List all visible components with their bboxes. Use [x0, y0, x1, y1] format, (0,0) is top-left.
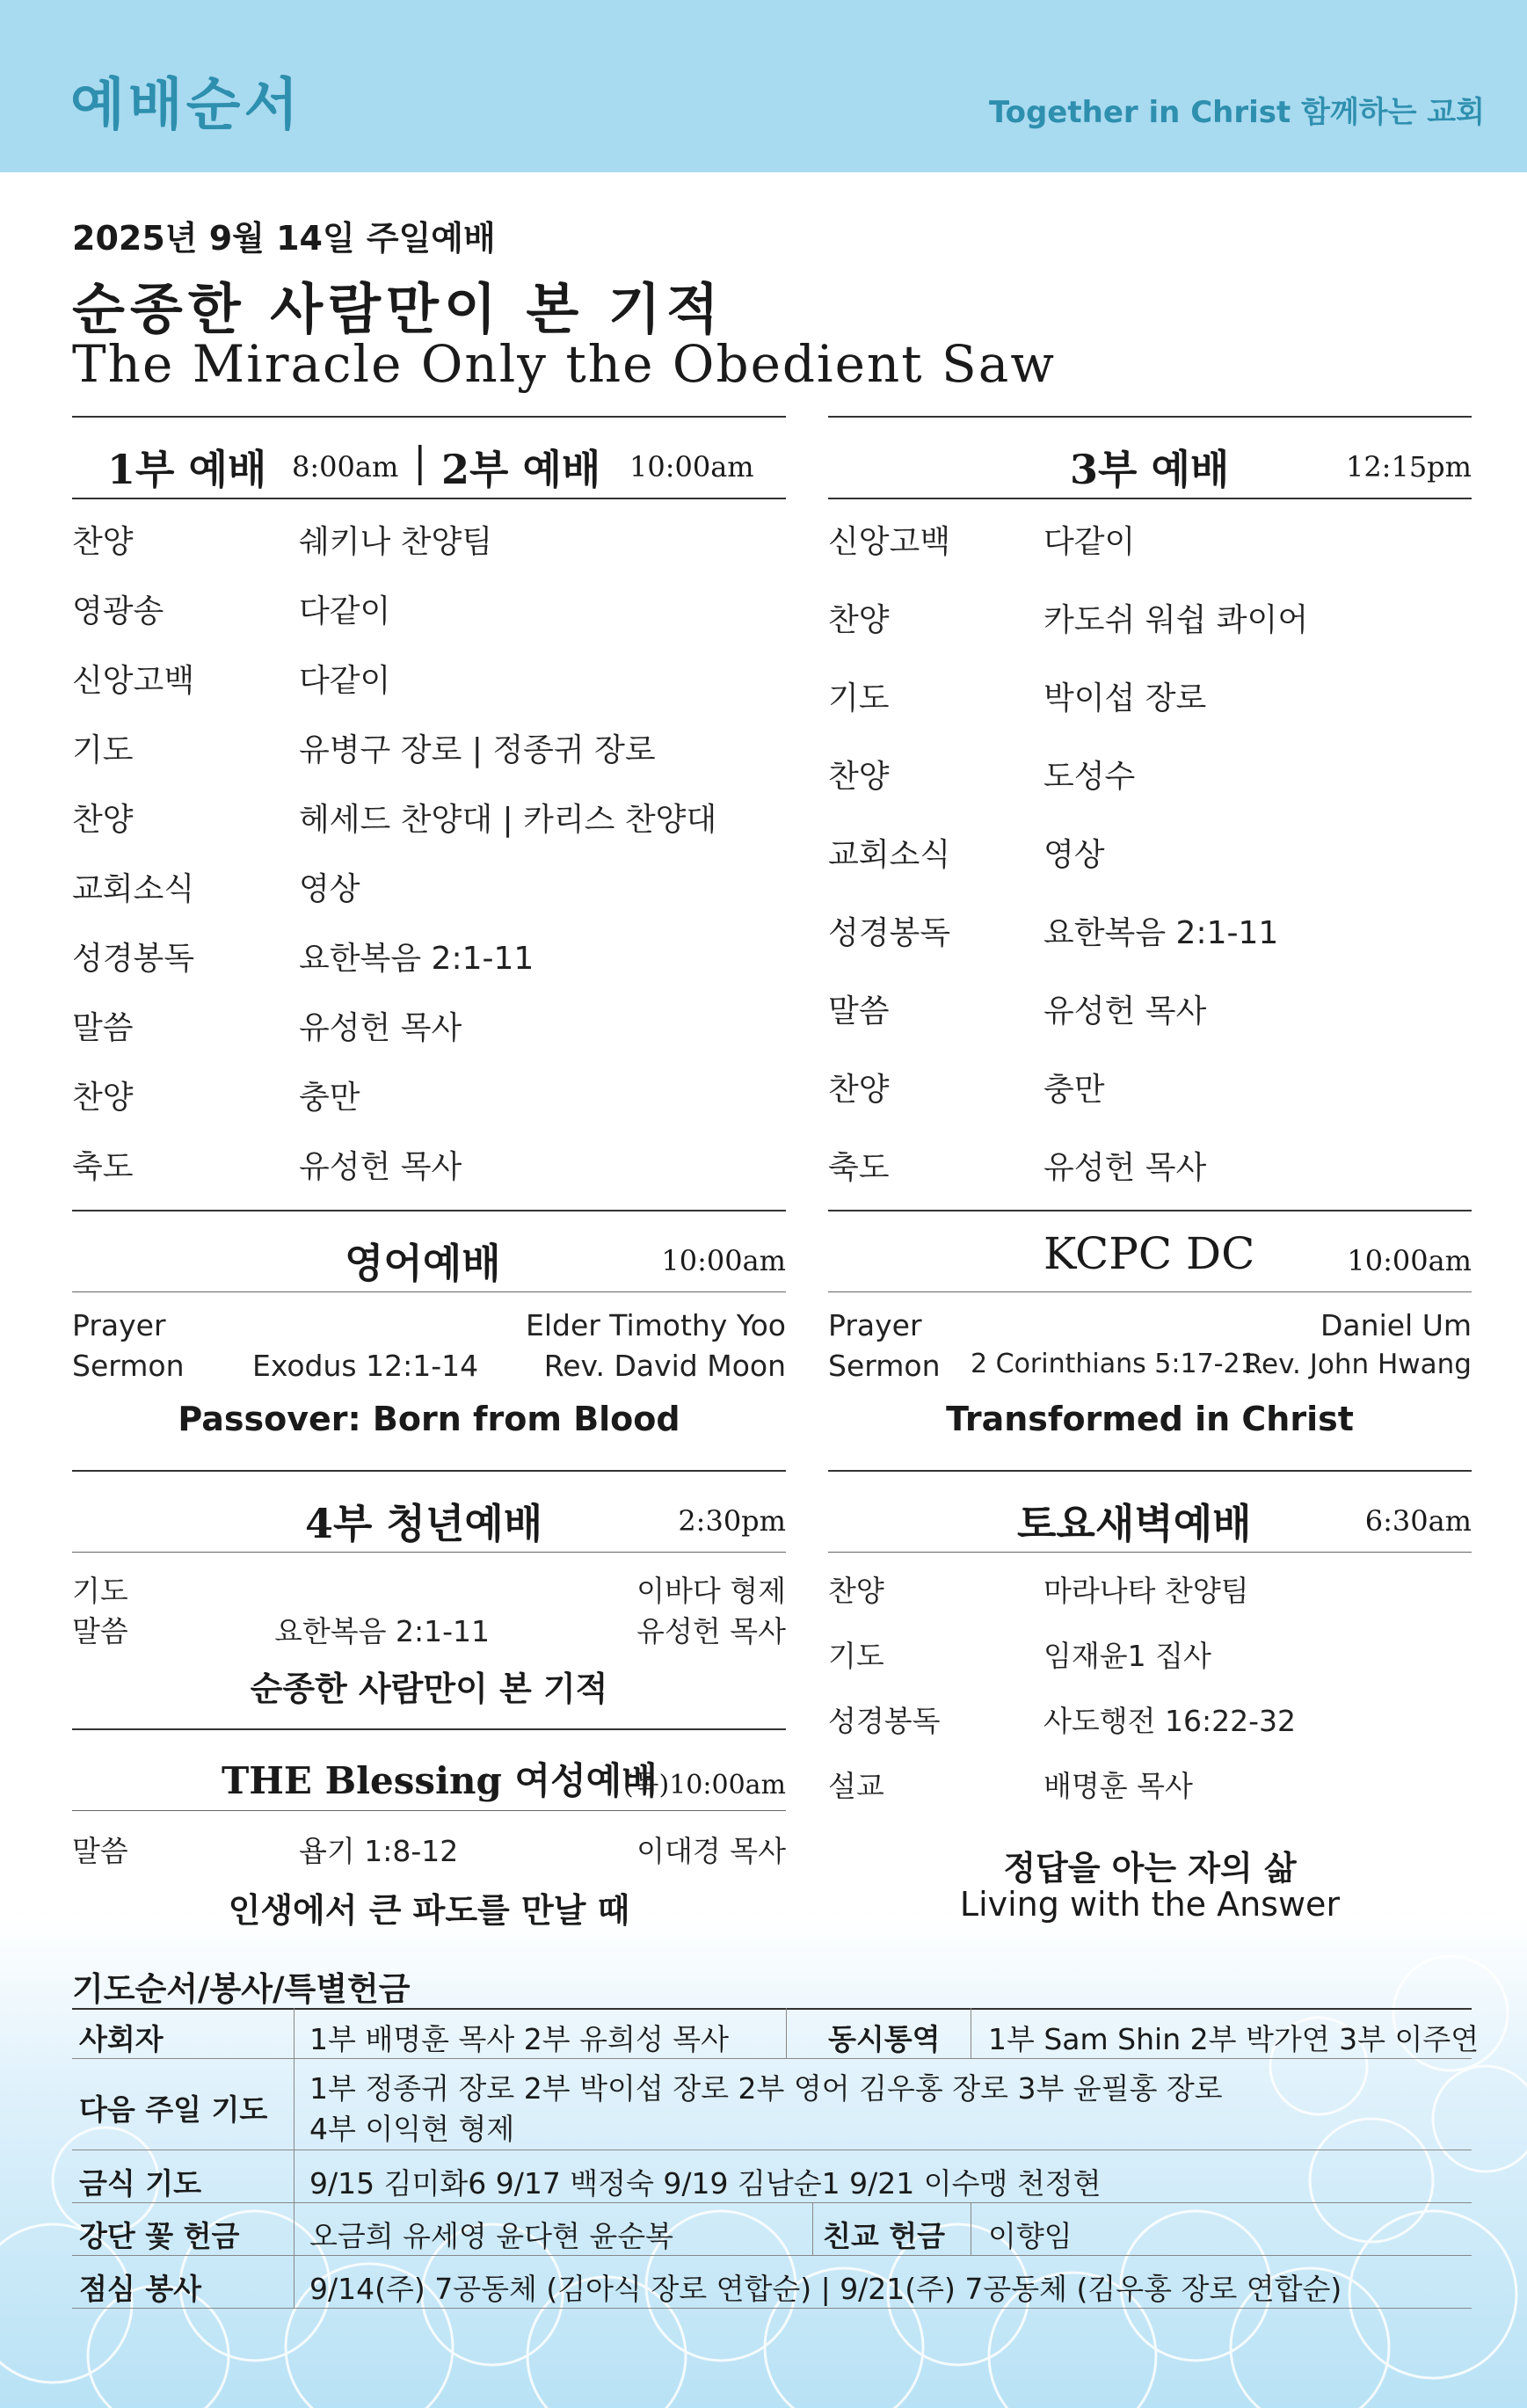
english-sermon-title: Passover: Born from Blood — [178, 1400, 680, 1438]
header-title: 예배순서 — [70, 73, 302, 138]
fasting-label: 금식 기도 — [79, 2166, 202, 2201]
item-value: 쉐키나 찬양팀 — [299, 524, 493, 560]
item-value: 다같이 — [1043, 524, 1136, 560]
item-value: 임재윤1 집사 — [1043, 1639, 1211, 1673]
first-service-time: 8:00am — [292, 450, 399, 484]
item-label: 신앙고백 — [72, 663, 195, 699]
item-value: 충만 — [1043, 1072, 1105, 1108]
item-value: 다같이 — [299, 663, 391, 699]
next-prayer-line2: 4부 이익현 형제 — [309, 2112, 515, 2146]
sermon-preacher: Rev. John Hwang — [1243, 1349, 1472, 1380]
item-value: 도성수 — [1043, 759, 1136, 795]
item-label: 교회소식 — [72, 871, 195, 907]
item-value: 유성헌 목사 — [299, 1149, 462, 1185]
presider-label: 사회자 — [79, 2022, 164, 2056]
saturday-service-time: 6:30am — [1364, 1504, 1472, 1538]
youth-prayer-row — [72, 1568, 786, 1610]
kcpc-sermon-row — [828, 1349, 1472, 1383]
list-item — [828, 1633, 1211, 1675]
divider — [72, 1470, 786, 1472]
kcpc-service-name: KCPC DC — [1043, 1228, 1255, 1279]
prayer-leader: 이바다 형제 — [636, 1574, 786, 1608]
service-separator: | — [413, 438, 427, 485]
item-value: 카도쉬 워쉽 콰이어 — [1043, 602, 1309, 638]
interpretation-value: 1부 Sam Shin 2부 박가연 3부 이주연 — [988, 2022, 1480, 2056]
list-item — [828, 1764, 1193, 1805]
prayer-label: 기도 — [72, 1574, 128, 1608]
saturday-sermon-title-korean: 정답을 아는 자의 삶 — [1003, 1849, 1297, 1888]
header-tagline: Together in Christ 함께하는 교회 — [988, 95, 1485, 130]
english-service-name: 영어예배 — [345, 1240, 501, 1287]
item-value: 요한복음 2:1-11 — [299, 941, 534, 977]
item-value: 유성헌 목사 — [1043, 1150, 1207, 1186]
item-label: 찬양 — [828, 1072, 890, 1108]
item-value: 요한복음 2:1-11 — [1043, 915, 1279, 951]
item-value: 유성헌 목사 — [1043, 993, 1207, 1029]
next-prayer-line1: 1부 정종귀 장로 2부 박이섭 장로 2부 영어 김우홍 장로 3부 윤필홍 장로 — [309, 2071, 1223, 2106]
sermon-label: Sermon — [828, 1349, 941, 1383]
lunch-service-label: 점심 봉사 — [79, 2272, 202, 2306]
item-value: 유병구 장로 | 정종귀 장로 — [299, 732, 656, 768]
item-value: 유성헌 목사 — [299, 1010, 462, 1046]
item-label: 기도 — [72, 732, 134, 768]
flower-offering-value: 오금희 유세영 윤다현 윤순복 — [309, 2219, 674, 2253]
item-value: 헤세드 찬양대 | 카리스 찬양대 — [299, 802, 717, 838]
prayer-leader: Daniel Um — [1320, 1308, 1472, 1342]
item-label: 찬양 — [72, 1080, 134, 1116]
divider — [72, 1552, 786, 1553]
table-title: 기도순서/봉사/특별헌금 — [72, 1970, 411, 2008]
women-sermon-title: 인생에서 큰 파도를 만날 때 — [228, 1891, 630, 1930]
prayer-label: Prayer — [72, 1308, 166, 1342]
sermon-title-korean: 순종한 사람만이 본 기적 — [72, 277, 724, 341]
item-label: 기도 — [828, 1639, 884, 1673]
item-value: 배명훈 목사 — [1043, 1769, 1193, 1803]
item-label: 설교 — [828, 1769, 884, 1803]
item-label: 영광송 — [72, 593, 164, 629]
table-row — [72, 2059, 1472, 2150]
divider — [72, 1810, 786, 1811]
english-prayer-row — [72, 1308, 786, 1342]
item-value: 충만 — [299, 1080, 360, 1116]
flower-offering-label: 강단 꽃 헌금 — [79, 2219, 240, 2253]
section-header-kcpc — [828, 1214, 1472, 1293]
item-label: 축도 — [828, 1150, 890, 1186]
item-value: 마라나타 찬양팀 — [1043, 1574, 1249, 1608]
item-label: 찬양 — [72, 524, 134, 560]
divider — [72, 1210, 786, 1211]
list-item — [828, 1568, 1249, 1610]
sermon-preacher: Rev. David Moon — [543, 1349, 786, 1383]
table-divider — [786, 2008, 787, 2059]
second-service-name: 2부 예배 — [441, 446, 601, 493]
item-label: 성경봉독 — [828, 915, 951, 951]
interpretation-label: 동시통역 — [828, 2022, 941, 2056]
prayer-leader: Elder Timothy Yoo — [525, 1308, 786, 1342]
item-value: 사도행전 16:22-32 — [1043, 1704, 1297, 1738]
lunch-service-value: 9/14(주) 7공동체 (김아식 장로 연합순) | 9/21(주) 7공동체 (김우홍 장로 연합순) — [309, 2272, 1342, 2306]
third-service-name: 3부 예배 — [1070, 446, 1230, 493]
fasting-value: 9/15 김미화6 9/17 백정숙 9/19 김남순1 9/21 이수맹 천정현 — [309, 2166, 1102, 2201]
item-label: 찬양 — [828, 1574, 884, 1608]
divider — [72, 498, 786, 499]
section-header-women — [72, 1733, 786, 1812]
women-service-name: THE Blessing 여성예배 — [222, 1759, 658, 1802]
section-header-youth — [72, 1474, 786, 1553]
list-item — [828, 1699, 1297, 1740]
item-label: 말씀 — [828, 993, 890, 1029]
first-service-name: 1부 예배 — [107, 446, 267, 493]
fellowship-offering-label: 친교 헌금 — [823, 2219, 946, 2253]
english-service-time: 10:00am — [661, 1244, 786, 1277]
fellowship-offering-value: 이향임 — [988, 2219, 1073, 2253]
kcpc-service-time: 10:00am — [1347, 1244, 1472, 1277]
sermon-preacher: 이대경 목사 — [636, 1834, 786, 1868]
item-label: 축도 — [72, 1149, 134, 1185]
item-label: 찬양 — [72, 802, 134, 838]
item-label: 성경봉독 — [828, 1704, 941, 1738]
women-service-time: (목)10:00am — [622, 1770, 786, 1801]
divider — [72, 1728, 786, 1730]
sermon-passage: Exodus 12:1-14 — [252, 1349, 479, 1383]
saturday-service-name: 토요새벽예배 — [1017, 1500, 1252, 1547]
divider — [828, 1470, 1472, 1472]
divider — [828, 1291, 1472, 1292]
second-service-time: 10:00am — [629, 450, 754, 484]
page-header — [0, 0, 1527, 172]
youth-service-name: 4부 청년예배 — [305, 1500, 543, 1547]
divider — [828, 1210, 1472, 1211]
section-header-saturday — [828, 1474, 1472, 1553]
third-service-time: 12:15pm — [1345, 450, 1472, 484]
sermon-preacher: 유성헌 목사 — [636, 1614, 786, 1648]
kcpc-prayer-row — [828, 1308, 1472, 1342]
section-header-english — [72, 1214, 786, 1293]
item-label: 찬양 — [828, 602, 890, 638]
item-value: 영상 — [299, 871, 360, 907]
item-value: 박이섭 장로 — [1043, 680, 1207, 717]
divider — [72, 416, 786, 418]
table-row — [72, 2256, 1472, 2309]
sermon-label: 말씀 — [72, 1614, 128, 1648]
sermon-passage: 요한복음 2:1-11 — [274, 1614, 491, 1648]
saturday-sermon-title-english: Living with the Answer — [959, 1885, 1341, 1924]
item-label: 말씀 — [72, 1010, 134, 1046]
item-label: 교회소식 — [828, 837, 951, 873]
kcpc-sermon-title: Transformed in Christ — [946, 1400, 1354, 1438]
divider — [828, 498, 1472, 499]
table-divider — [812, 2203, 813, 2256]
youth-service-time: 2:30pm — [678, 1504, 786, 1538]
sermon-label: Sermon — [72, 1349, 185, 1383]
divider — [72, 1291, 786, 1292]
item-label: 신앙고백 — [828, 524, 951, 560]
table-row — [72, 2203, 1472, 2256]
presider-value: 1부 배명훈 목사 2부 유희성 목사 — [309, 2022, 729, 2056]
sermon-label: 말씀 — [72, 1834, 128, 1868]
english-sermon-row — [72, 1349, 786, 1383]
service-date: 2025년 9월 14일 주일예배 — [72, 219, 496, 258]
table-row — [72, 2008, 1480, 2059]
sermon-passage: 욥기 1:8-12 — [299, 1834, 459, 1868]
prayer-label: Prayer — [828, 1308, 922, 1342]
divider — [828, 1552, 1472, 1553]
youth-sermon-title: 순종한 사람만이 본 기적 — [250, 1670, 608, 1708]
table-row — [72, 2150, 1472, 2203]
sermon-title-english: The Miracle Only the Obedient Saw — [72, 334, 1056, 394]
section-header-first-second — [72, 420, 786, 499]
youth-sermon-row — [72, 1609, 786, 1650]
women-sermon-row — [72, 1829, 786, 1870]
item-label: 찬양 — [828, 759, 890, 795]
item-label: 기도 — [828, 680, 890, 717]
section-header-third — [828, 420, 1472, 499]
item-label: 성경봉독 — [72, 941, 195, 977]
item-value: 영상 — [1043, 837, 1105, 873]
sermon-passage: 2 Corinthians 5:17-21 — [971, 1349, 1257, 1379]
next-prayer-label: 다음 주일 기도 — [79, 2092, 268, 2127]
divider — [828, 416, 1472, 418]
item-value: 다같이 — [299, 593, 391, 629]
